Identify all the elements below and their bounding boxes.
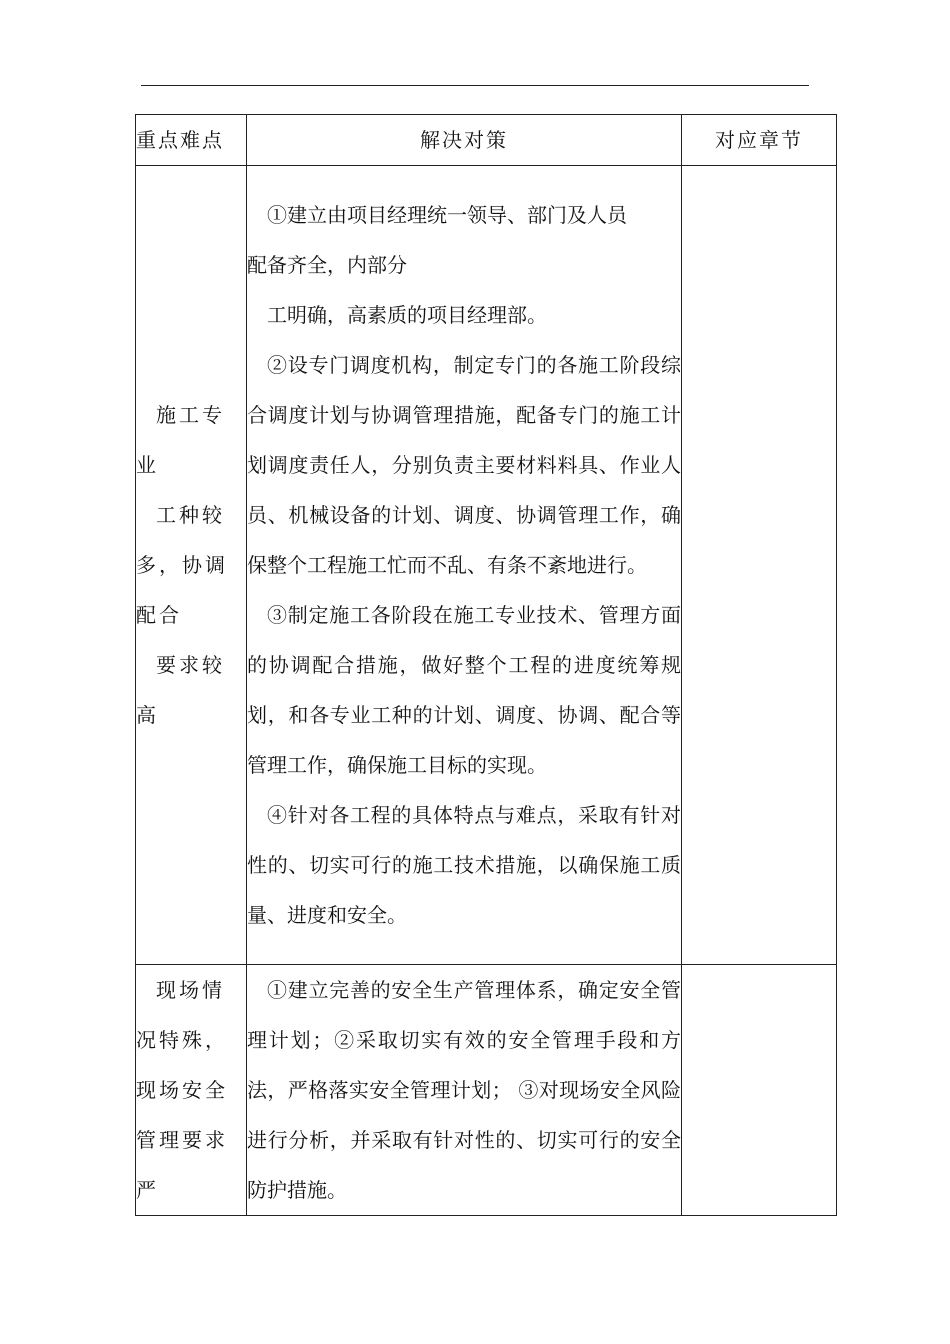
chapter-cell xyxy=(682,965,837,1216)
difficulty-solution-table xyxy=(135,114,837,1216)
difficulty-line: 严 xyxy=(136,1178,159,1202)
difficulty-line: 高 xyxy=(136,703,159,727)
solution-cell xyxy=(247,166,682,965)
difficulty-line: 业 xyxy=(136,453,159,477)
difficulty-line: 配合 xyxy=(136,603,182,627)
solution-paragraph: ②设专门调度机构，制定专门的各施工阶段综合调度计划与协调管理措施，配备专门的施工计划调度责任人，分别负责主要材料料具、作业人员、机械设备的计划、调度、协调管理工作，确保整个工程施工忙而不乱、有条不紊地进行。 xyxy=(247,353,681,577)
solution-cell xyxy=(247,965,682,1216)
difficulty-line: 现场情 xyxy=(156,978,225,1002)
solution-paragraph: ①建立由项目经理统一领导、部门及人员 xyxy=(267,203,627,227)
difficulty-line: 况特殊， xyxy=(136,1028,228,1052)
table-row xyxy=(136,166,837,965)
solution-paragraph: 工明确，高素质的项目经理部。 xyxy=(267,303,547,327)
chapter-cell xyxy=(682,166,837,965)
difficulty-line: 工种较 xyxy=(156,503,225,527)
header-difficulty: 重点难点 xyxy=(136,115,247,166)
table-row xyxy=(136,965,837,1216)
solution-paragraph: ④针对各工程的具体特点与难点，采取有针对性的、切实可行的施工技术措施，以确保施工质量、进度和安全。 xyxy=(247,803,681,927)
difficulty-line: 施工专 xyxy=(156,403,225,427)
table-header-row xyxy=(136,115,837,166)
difficulty-line: 现场安全 xyxy=(136,1078,228,1102)
difficulty-line: 要求较 xyxy=(156,653,225,677)
difficulty-line: 管理要求 xyxy=(136,1128,228,1152)
header-rule xyxy=(141,85,809,86)
header-chapter: 对应章节 xyxy=(682,115,837,166)
solution-paragraph: ③制定施工各阶段在施工专业技术、管理方面的协调配合措施，做好整个工程的进度统筹规划，和各专业工种的计划、调度、协调、配合等管理工作，确保施工目标的实现。 xyxy=(247,603,681,777)
header-solution: 解决对策 xyxy=(247,115,682,166)
solution-paragraph: ①建立完善的安全生产管理体系，确定安全管理计划；②采取切实有效的安全管理手段和方法，严格落实安全管理计划； ③对现场安全风险进行分析，并采取有针对性的、切实可行的安全防护措施。 xyxy=(247,978,681,1202)
difficulty-cell xyxy=(136,965,247,1216)
difficulty-cell xyxy=(136,166,247,965)
solution-paragraph: 配备齐全，内部分 xyxy=(247,253,407,277)
difficulty-line: 多，协调 xyxy=(136,553,228,577)
